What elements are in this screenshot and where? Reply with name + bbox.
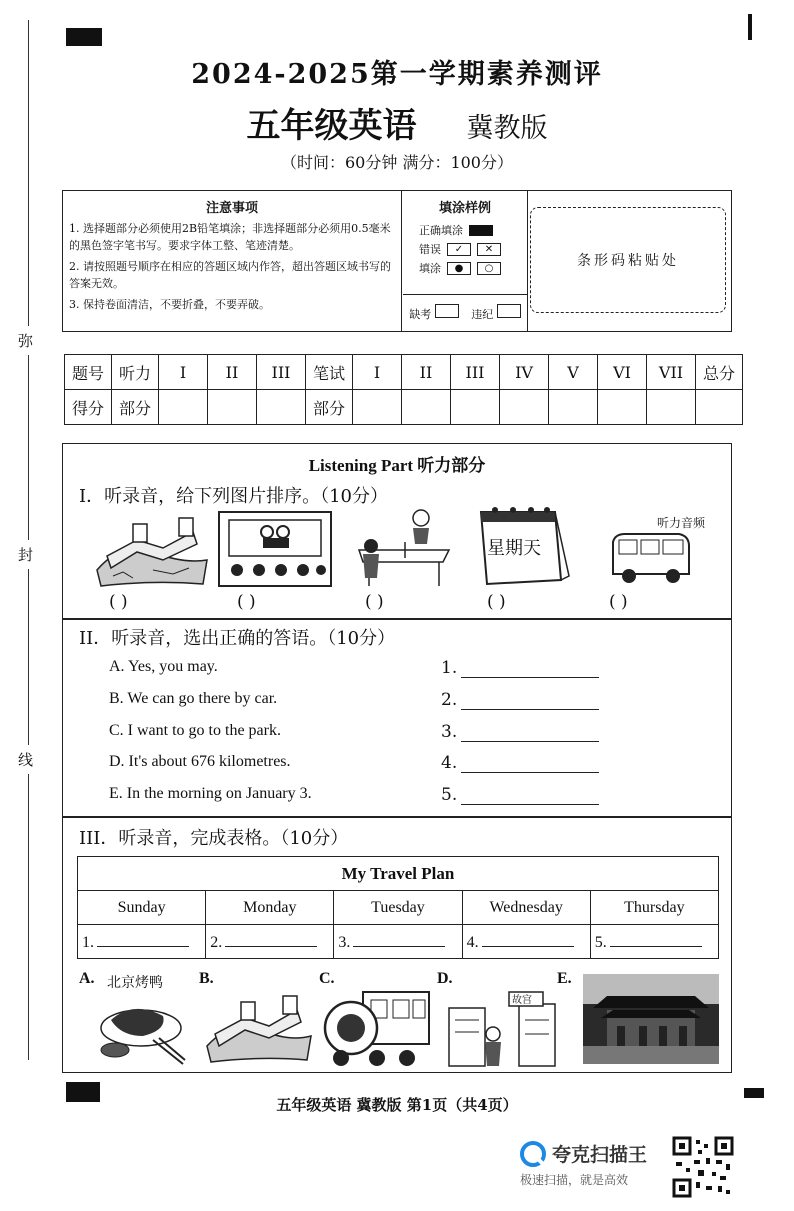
sign-text: 故宫 — [512, 995, 532, 1006]
answer-blank[interactable] — [461, 661, 599, 678]
page-footer: 五年级英语 冀教版 第1页（共4页） — [276, 1096, 518, 1114]
score-input-cell[interactable] — [500, 390, 549, 425]
option-e: E. In the morning on January 3. — [109, 785, 312, 802]
option-d: D. It's about 676 kilometres. — [109, 753, 291, 770]
notice-heading: 注意事项 — [205, 201, 258, 216]
qr-code-icon — [672, 1136, 734, 1198]
violation-field[interactable] — [471, 304, 521, 322]
score-input-cell[interactable] — [159, 390, 208, 425]
plan-blank-line[interactable] — [610, 932, 702, 947]
score-input-cell[interactable] — [647, 390, 696, 425]
score-cell: 部分 — [112, 390, 159, 425]
exam-title: 2024-2025第一学期素养测评 — [191, 59, 603, 90]
score-header-row — [65, 355, 743, 390]
answer-line-1[interactable] — [441, 658, 599, 678]
answer-number: 4. — [441, 753, 458, 773]
forbidden-city-picture — [583, 974, 719, 1064]
score-cell: III — [257, 355, 306, 390]
notice-item-3: 3. 保持卷面清洁，不要折叠，不要弄破。 — [69, 298, 270, 311]
absent-label: 缺考 — [409, 308, 432, 321]
scanner-logo-icon — [520, 1141, 546, 1167]
scanner-watermark — [520, 1140, 647, 1188]
wrong-fill-row-2 — [419, 260, 527, 276]
pic-label-a: A. — [79, 970, 95, 987]
violation-label: 违纪 — [471, 308, 494, 321]
score-cell: 部分 — [306, 390, 353, 425]
score-cell: III — [451, 355, 500, 390]
calendar-text: 星期天 — [487, 538, 541, 559]
score-input-cell[interactable] — [257, 390, 306, 425]
plan-blank-5[interactable] — [590, 925, 718, 959]
filled-box-icon — [469, 225, 493, 236]
bus-picture — [609, 530, 693, 586]
section-1-title: I．听录音，给下列图片排序。（10分） — [79, 486, 389, 507]
subject-name: 五年级英语 — [246, 106, 417, 146]
divider — [63, 618, 731, 620]
barcode-area: 条形码粘贴处 — [530, 207, 726, 313]
answer-blank[interactable] — [461, 788, 599, 805]
plan-number: 2. — [210, 933, 223, 951]
answer-line-3[interactable] — [441, 722, 599, 742]
answer-number: 1. — [441, 658, 458, 678]
score-cell: 题号 — [65, 355, 112, 390]
notice-item-2: 2. 请按照题号顺序在相应的答题区域内作答，超出答题区域书写的答案无效。 — [69, 260, 391, 290]
section-3-title: III．听录音，完成表格。（10分） — [79, 828, 349, 849]
plan-title: My Travel Plan — [78, 857, 719, 891]
plan-blank-1[interactable] — [78, 925, 206, 959]
margin-mark-1: 弥 — [18, 326, 33, 355]
train-picture — [319, 978, 435, 1068]
answer-line-4[interactable] — [441, 753, 599, 773]
score-input-cell[interactable] — [451, 390, 500, 425]
duck-caption: 北京烤鸭 — [107, 975, 163, 991]
notice-instructions — [63, 191, 402, 331]
scanner-slogan: 极速扫描，就是高效 — [520, 1173, 629, 1187]
answer-number: 5. — [441, 785, 458, 805]
answer-row — [78, 925, 719, 959]
option-a: A. Yes, you may. — [109, 658, 218, 675]
cross-box-icon: ✕ — [477, 243, 501, 256]
score-cell: I — [159, 355, 208, 390]
plan-blank-3[interactable] — [334, 925, 462, 959]
day-header: Monday — [206, 891, 334, 925]
plan-blank-line[interactable] — [225, 932, 317, 947]
divider — [63, 816, 731, 818]
day-header: Wednesday — [462, 891, 590, 925]
scanner-brand: 夸克扫描王 — [552, 1144, 648, 1166]
great-wall-picture-b — [203, 990, 315, 1066]
score-cell: VI — [598, 355, 647, 390]
palace-museum-picture — [445, 974, 559, 1068]
plan-blank-line[interactable] — [482, 932, 574, 947]
margin-mark-2: 封 — [18, 540, 33, 569]
answer-blank[interactable] — [461, 725, 599, 742]
score-cell: 总分 — [696, 355, 743, 390]
edition-label: 冀教版 — [466, 113, 548, 144]
notice-item-1: 1. 选择题部分必须使用2B铅笔填涂；非选择题部分必须用0.5毫米的黑色签字笔书写。要求字体工整、笔迹清楚。 — [69, 222, 391, 252]
day-header: Tuesday — [334, 891, 462, 925]
wrong-fill-label-2: 填涂 — [419, 262, 441, 275]
score-cell: 得分 — [65, 390, 112, 425]
score-input-cell[interactable] — [208, 390, 257, 425]
order-blank-5[interactable]: ( ) — [609, 592, 628, 612]
absent-field[interactable] — [409, 304, 459, 322]
registration-mark-top-right — [748, 14, 752, 40]
answer-blank[interactable] — [461, 693, 599, 710]
plan-blank-4[interactable] — [462, 925, 590, 959]
time-info: （时间：60分钟 满分：100分） — [281, 153, 513, 172]
order-blank-2[interactable]: ( ) — [237, 592, 256, 612]
absence-row — [403, 294, 527, 331]
order-blank-3[interactable]: ( ) — [365, 592, 384, 612]
answer-number: 3. — [441, 722, 458, 742]
plan-number: 4. — [466, 933, 479, 951]
score-table — [64, 354, 743, 425]
plan-number: 3. — [338, 933, 351, 951]
plan-number: 5. — [594, 933, 607, 951]
circle-box-icon: ○ — [477, 262, 501, 275]
answer-blank[interactable] — [461, 756, 599, 773]
great-wall-picture — [93, 510, 211, 590]
corner-note: 听力音频 — [657, 516, 706, 530]
order-blank-1[interactable]: ( ) — [109, 592, 128, 612]
answer-number: 2. — [441, 690, 458, 710]
plan-blank-line[interactable] — [353, 932, 445, 947]
score-value-row — [65, 390, 743, 425]
cinema-picture — [217, 510, 333, 590]
check-box-icon: ✓ — [447, 243, 471, 256]
score-input-cell[interactable] — [402, 390, 451, 425]
listening-heading: Listening Part 听力部分 — [308, 456, 486, 475]
score-input-cell[interactable] — [549, 390, 598, 425]
score-input-cell[interactable] — [598, 390, 647, 425]
roast-duck-picture — [93, 990, 189, 1066]
travel-plan-table — [77, 856, 719, 959]
section-2-title: II．听录音，选出正确的答语。（10分） — [79, 628, 396, 649]
day-row — [78, 891, 719, 925]
answer-line-2[interactable] — [441, 690, 599, 710]
fill-sample-heading: 填涂样例 — [438, 201, 491, 216]
correct-fill-row — [419, 222, 527, 238]
score-cell: V — [549, 355, 598, 390]
score-cell: II — [402, 355, 451, 390]
wrong-fill-row — [419, 241, 527, 257]
score-cell: II — [208, 355, 257, 390]
score-cell: VII — [647, 355, 696, 390]
absent-box[interactable] — [435, 304, 459, 318]
subject-title — [0, 98, 794, 147]
margin-mark-3: 线 — [18, 745, 33, 774]
correct-fill-label: 正确填涂 — [419, 224, 463, 237]
calendar-picture — [473, 504, 573, 590]
fill-sample — [403, 191, 528, 331]
pic-label-b: B. — [199, 970, 214, 987]
score-cell: I — [353, 355, 402, 390]
option-b: B. We can go there by car. — [109, 690, 278, 707]
score-input-cell[interactable] — [696, 390, 743, 425]
plan-blank-line[interactable] — [97, 932, 189, 947]
day-header: Thursday — [590, 891, 718, 925]
dot-box-icon: ● — [447, 262, 471, 275]
order-blank-4[interactable]: ( ) — [487, 592, 506, 612]
pic-label-c: C. — [319, 970, 335, 987]
plan-blank-2[interactable] — [206, 925, 334, 959]
score-cell: IV — [500, 355, 549, 390]
option-c: C. I want to go to the park. — [109, 722, 281, 739]
notice-box — [62, 190, 732, 332]
pic-label-e: E. — [557, 970, 572, 987]
score-input-cell[interactable] — [353, 390, 402, 425]
score-cell: 听力 — [112, 355, 159, 390]
pic-label-d: D. — [437, 970, 453, 987]
listening-panel — [62, 443, 732, 1073]
day-header: Sunday — [78, 891, 206, 925]
plan-number: 1. — [82, 933, 94, 951]
table-tennis-picture — [349, 506, 453, 590]
registration-mark-top-left — [66, 28, 102, 46]
score-cell: 笔试 — [306, 355, 353, 390]
wrong-fill-label: 错误 — [419, 243, 441, 256]
answer-line-5[interactable] — [441, 785, 599, 805]
violation-box[interactable] — [497, 304, 521, 318]
